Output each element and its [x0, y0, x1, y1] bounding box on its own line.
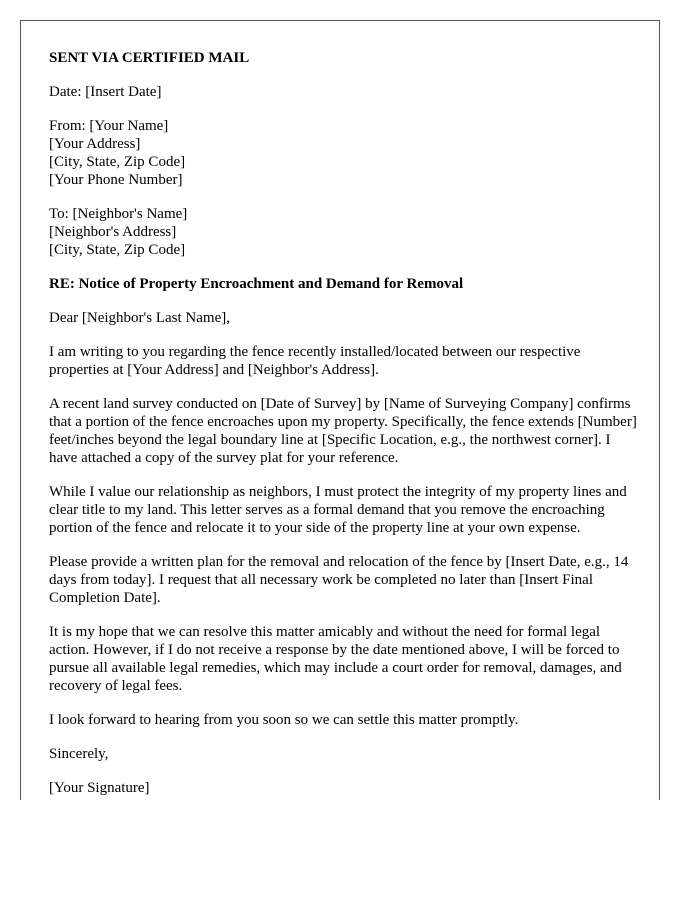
recipient-line: To: [Neighbor's Name] — [49, 206, 188, 222]
recipient-line: [Neighbor's Address] — [49, 224, 177, 240]
salutation: Dear [Neighbor's Last Name], — [49, 310, 230, 326]
body-paragraph: I am writing to you regarding the fence recently installed/located between our respective properties at [Your Address] and [Neighbor's Address]. — [49, 344, 581, 378]
closing: Sincerely, — [49, 746, 109, 762]
letter-page — [20, 20, 660, 800]
body-paragraph: I look forward to hearing from you soon so we can settle this matter promptly. — [49, 712, 519, 728]
signature: [Your Signature] — [49, 780, 150, 796]
sender-line: [Your Phone Number] — [49, 172, 183, 188]
sender-line: [City, State, Zip Code] — [49, 154, 186, 170]
body-paragraph: A recent land survey conducted on [Date of Survey] by [Name of Surveying Company] confirms that a portion of the fence encroaches upon my property. Specifically, the fence extends [Number] feet/inches beyond the legal boundary line at [Specific Location, e.g., the northwest corner]. I have attached a copy of the survey plat for your reference. — [49, 396, 637, 466]
subject-line: RE: Notice of Property Encroachment and Demand for Removal — [49, 276, 464, 292]
sender-line: [Your Address] — [49, 136, 141, 152]
recipient-line: [City, State, Zip Code] — [49, 242, 186, 258]
body-paragraph: While I value our relationship as neighbors, I must protect the integrity of my property lines and clear title to my land. This letter serves as a formal demand that you remove the encroaching portion of the fence and relocate it to your side of the property line at your own expense. — [49, 484, 627, 536]
letter-header: SENT VIA CERTIFIED MAIL — [49, 50, 250, 66]
sender-block — [49, 117, 639, 189]
recipient-block — [49, 205, 639, 259]
sender-line: From: [Your Name] — [49, 118, 169, 134]
body-paragraph: Please provide a written plan for the removal and relocation of the fence by [Insert Date, e.g., 14 days from today]. I request that all necessary work be completed no later than [Insert Final Completion Date]. — [49, 554, 629, 606]
body-paragraph: It is my hope that we can resolve this matter amicably and without the need for formal legal action. However, if I do not receive a response by the date mentioned above, I will be forced to pursue all available legal remedies, which may include a court order for removal, damages, and recovery of legal fees. — [49, 624, 622, 694]
letter-body — [49, 49, 639, 800]
letter-date: Date: [Insert Date] — [49, 84, 162, 100]
